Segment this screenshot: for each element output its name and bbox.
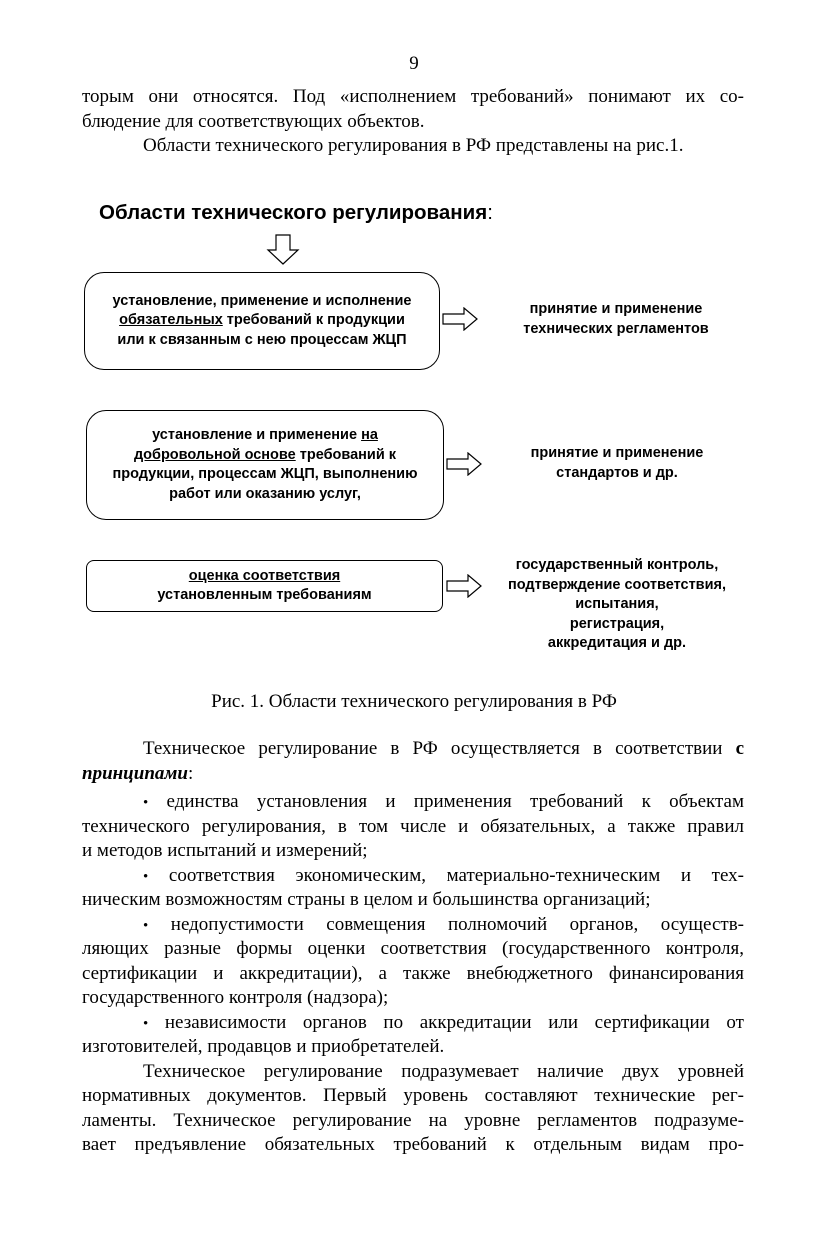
box1-underlined: обязательных [119, 312, 223, 329]
bullet-2-text: соответствия экономическим, материально-техническим и тех- [148, 864, 744, 886]
bullet-3-line-3: сертификации и аккредитации), а также внебюджетного финансирования [82, 962, 744, 984]
principles-intro-line-2 [82, 762, 744, 787]
levels-line-2: нормативных документов. Первый уровень составляют технические рег- [82, 1085, 744, 1106]
result3-line4: регистрация, [569, 615, 665, 632]
result2-line1: принятие и применение [530, 445, 704, 461]
result3-line2: подтверждение соответствия, [507, 576, 726, 593]
bullet-4-line-2: изготовителей, продавцов и приобретателей. [82, 1036, 445, 1057]
box1-line2 [113, 311, 412, 331]
bullet-3-text: недопустимости совмещения полномочий органов, осуществ- [148, 913, 744, 935]
result-conformity-activities [489, 556, 745, 654]
box-conformity-assessment [86, 560, 443, 612]
figure-caption: Рис. 1. Области технического регулирования в РФ [211, 691, 617, 712]
result1-line1: принятие и применение [529, 301, 703, 317]
bullet-4-text: независимости органов по аккредитации или сертификации от [148, 1011, 744, 1033]
result3-line1: государственный контроль, [515, 557, 719, 573]
levels-line-1: Техническое регулирование подразумевает наличие двух уровней [143, 1060, 744, 1082]
box1-line1: установление, применение и исполнение [112, 292, 412, 309]
result3-line5: аккредитация и др. [547, 635, 687, 651]
bullet-2-line-2: ническим возможностям страны в целом и большинства организаций; [82, 889, 651, 910]
levels-line-3: ламенты. Техническое регулирование на уровне регламентов подразуме- [82, 1109, 744, 1131]
result-standards [492, 444, 742, 483]
box2-line3: продукции, процессам ЖЦП, выполнению [112, 466, 418, 482]
box2-line2-rest: требований к [295, 446, 397, 463]
box-voluntary-requirements [86, 410, 444, 520]
box2-line2 [113, 446, 418, 466]
box2-line1 [113, 426, 418, 446]
bullet-3-line-2: ляющих разные формы оценки соответствия (государственного контроля, [82, 938, 744, 959]
result-technical-regulations [490, 300, 742, 339]
bullet-3-line-1 [82, 913, 744, 939]
result1-line2: технических регламентов [523, 320, 709, 337]
right-arrow-icon [442, 307, 478, 331]
principles-word: принципами [82, 762, 188, 784]
bullet-icon: • [143, 868, 149, 885]
bullet-icon: • [143, 795, 149, 811]
box2-line4: работ или оказанию услуг, [169, 485, 361, 502]
levels-line-4: вает предъявление обязательных требований к отдельным видам про- [82, 1134, 744, 1155]
box3-line1: оценка соответствия [188, 567, 341, 584]
principles-intro-text: Техническое регулирование в РФ осуществляется в соответствии [143, 738, 736, 759]
box1-line2-rest: требований к продукции [222, 312, 405, 329]
figure-heading-suffix: : [487, 201, 493, 224]
bullet-1-line-1 [82, 790, 744, 816]
intro-line-2: блюдение для соответствующих объектов. [82, 110, 425, 132]
principles-intro-bold: с [735, 738, 744, 759]
page-number: 9 [409, 53, 419, 74]
figure-heading-text: Области технического регулирования [99, 201, 488, 224]
bullet-2-line-1 [82, 864, 744, 890]
box3-line2: установленным требованиям [157, 587, 372, 603]
principles-colon: : [187, 762, 194, 784]
intro-line-1: торым они относятся. Под «исполнением требований» понимают их со- [82, 86, 744, 107]
bullet-1-text: единства установления и применения требований к объектам [148, 791, 744, 812]
box2-line1-pre: установление и применение [152, 427, 362, 443]
bullet-icon: • [143, 1015, 149, 1032]
down-arrow-icon [266, 234, 300, 266]
bullet-1-line-3: и методов испытаний и измерений; [82, 840, 368, 861]
right-arrow-icon [446, 452, 482, 476]
box-mandatory-requirements [84, 272, 440, 370]
principles-intro-line-1 [82, 737, 744, 762]
right-arrow-icon [446, 574, 482, 598]
bullet-icon: • [143, 917, 149, 934]
result3-line3: испытания, [575, 596, 659, 612]
result2-line2: стандартов и др. [556, 464, 678, 481]
box1-line3: или к связанным с нею процессам ЖЦП [117, 331, 407, 348]
box2-line1-underlined: на [361, 427, 378, 443]
box2-underlined: добровольной основе [133, 446, 296, 463]
bullet-3-line-4: государственного контроля (надзора); [82, 987, 389, 1008]
bullet-4-line-1 [82, 1011, 744, 1037]
figure-heading [99, 200, 493, 226]
bullet-1-line-2: технического регулирования, в том числе и обязательных, а также правил [82, 815, 744, 837]
intro-line-3: Области технического регулирования в РФ представлены на рис.1. [143, 135, 684, 156]
